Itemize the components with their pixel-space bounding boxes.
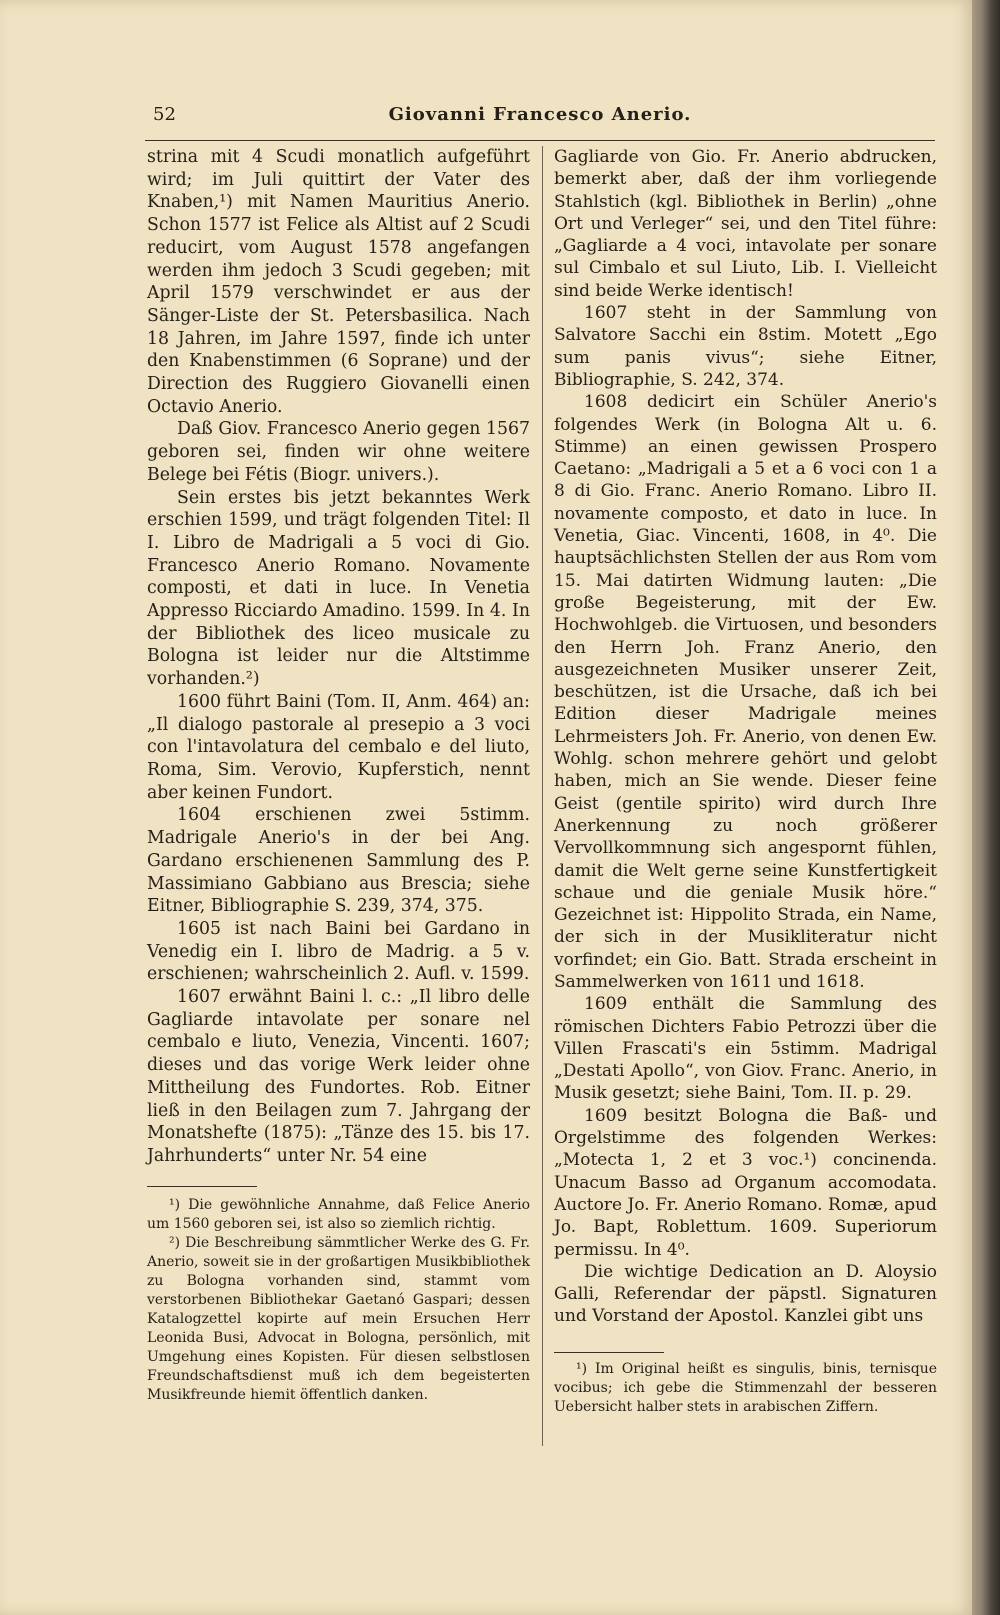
paragraph: 1605 ist nach Baini bei Gardano in Venedig ein I. libro de Madrig. a 5 v. erschienen; wahrscheinlich 2. Aufl. v. 1599. <box>147 918 530 985</box>
running-title: Giovanni Francesco Anerio. <box>388 104 692 125</box>
paragraph: 1609 enthält die Sammlung des römischen Dichters Fabio Petrozzi über die Villen Frascati's ein 5stimm. Madrigal „Destati Apollo“, von Giov. Franc. Anerio, in Musik gesetzt; siehe Baini, Tom. II. p. 29. <box>554 994 937 1104</box>
paragraph: Daß Giov. Francesco Anerio gegen 1567 geboren sei, finden wir ohne weitere Belege bei Fétis (Biogr. univers.). <box>147 419 530 485</box>
header-divider <box>145 140 935 141</box>
left-column <box>147 146 530 1168</box>
book-edge <box>972 0 1000 1615</box>
paragraph: 1609 besitzt Bologna die Baß- und Orgelstimme des folgenden Werkes: „Motecta 1, 2 et 3 voc.¹) concinenda. Unacum Basso ad Organum accomodata. Auctore Jo. Fr. Anerio Romano. Romæ, apud Jo. Bapt, Roblettum. 1609. Superiorum permissu. In 4⁰. <box>554 1105 937 1260</box>
footnote-divider <box>554 1352 664 1353</box>
right-column <box>554 146 937 1328</box>
paragraph: strina mit 4 Scudi monatlich aufgeführt wird; im Juli quittirt der Vater des Knaben,¹) mit Namen Mauritius Anerio. Schon 1577 ist Felice als Altist auf 2 Scudi reducirt, vom August 1578 angefangen werden ihm jedoch 3 Scudi gegeben; mit April 1579 verschwindet er aus der Sänger-Liste der St. Petersbasilica. Nach 18 Jahren, im Jahre 1597, finde ich unter den Knabenstimmen (6 Soprane) und der Direction des Ruggiero Giovanelli einen Octavio Anerio. <box>147 147 530 417</box>
footnote-divider <box>147 1186 257 1187</box>
page-number: 52 <box>153 104 176 125</box>
footnote: ¹) Im Original heißt es singulis, binis, ternisque vocibus; ich gebe die Stimmenzahl der besseren Uebersicht halber stets in arabischen Ziffern. <box>554 1361 937 1415</box>
paragraph: 1600 führt Baini (Tom. II, Anm. 464) an: „Il dialogo pastorale al presepio a 3 voci con l'intavolatura del cembalo e del liuto, Roma, Sim. Verovio, Kupferstich, nennt aber keinen Fundort. <box>147 691 530 803</box>
paragraph: Gagliarde von Gio. Fr. Anerio abdrucken, bemerkt aber, daß der ihm vorliegende Stahlstich (kgl. Bibliothek in Berlin) „ohne Ort und Verleger“ sei, und den Titel führe: „Gagliarde a 4 voci, intavolate per sonare sul Cimbalo et sul Liuto, Lib. I. Vielleicht sind beide Werke identisch! <box>554 147 937 301</box>
page-header <box>145 98 935 138</box>
right-footnotes <box>554 1360 937 1417</box>
paragraph: 1607 erwähnt Baini l. c.: „Il libro delle Gagliarde intavolate per sonare nel cembalo e liuto, Venezia, Vincenti. 1607; dieses und das vorige Werk leider ohne Mittheilung des Fundortes. Rob. Eitner ließ in den Beilagen zum 7. Jahrgang der Monatshefte (1875): „Tänze des 15. bis 17. Jahrhunderts“ unter Nr. 54 eine <box>147 987 530 1166</box>
paragraph: Sein erstes bis jetzt bekanntes Werk erschien 1599, und trägt folgenden Titel: Il I. Libro de Madrigali a 5 voci di Gio. Francesco Anerio Romano. Novamente composti, et dati in luce. In Venetia Appresso Ricciardo Amadino. 1599. In 4. In der Bibliothek des liceo musicale zu Bologna ist leider nur die Altstimme vorhanden.²) <box>147 487 530 690</box>
footnote: ¹) Die gewöhnliche Annahme, daß Felice Anerio um 1560 geboren sei, ist also so ziemlich richtig. <box>147 1197 530 1232</box>
paragraph: 1607 steht in der Sammlung von Salvatore Sacchi ein 8stim. Motett „Ego sum panis vivus“; siehe Eitner, Bibliographie, S. 242, 374. <box>554 303 937 390</box>
column-divider <box>542 146 543 1446</box>
footnote: ²) Die Beschreibung sämmtlicher Werke des G. Fr. Anerio, soweit sie in der großartigen Musikbibliothek zu Bologna vorhanden sind, stammt vom verstorbenen Bibliothekar Gaetanó Gaspari; dessen Katalogzettel kopirte auf mein Ersuchen Herr Leonida Busi, Advocat in Bologna, persönlich, mit Umgehung eines Kopisten. Für diesen selbstlosen Freundschaftsdienst muß ich dem begeisterten Musikfreunde hiemit öffentlich danken. <box>147 1235 530 1403</box>
paragraph: 1608 dedicirt ein Schüler Anerio's folgendes Werk (in Bologna Alt u. 6. Stimme) an einen gewissen Prospero Caetano: „Madrigali a 5 et a 6 voci con 1 a 8 di Gio. Franc. Anerio Romano. Libro II. novamente composto, et dato in luce. In Venetia, Giac. Vincenti, 1608, in 4⁰. Die hauptsächlichsten Stellen der aus Rom vom 15. Mai datirten Widmung lauten: „Die große Begeisterung, mit der Ew. Hochwohlgeb. die Virtuosen, und besonders den Herrn Joh. Franz Anerio, den ausgezeichneten Musiker unserer Zeit, beschützen, ist die Ursache, daß ich bei Edition dieser Madrigale meines Lehrmeisters Joh. Fr. Anerio, von denen Ew. Wohlg. schon mehrere gehört und gelobt haben, mich an Sie wende. Dieser feine Geist (gentile spirito) wird durch Ihre Anerkennung zu noch größerer Vervollkommnung sich angespornt fühlen, damit die Welt gerne seine Kunstfertigkeit schaue und die geniale Musik höre.“ Gezeichnet ist: Hippolito Strada, ein Name, der sich in der Musikliteratur nicht vorfindet; ein Gio. Batt. Strada erscheint in Sammelwerken von 1611 und 1618. <box>554 392 937 992</box>
paragraph: Die wichtige Dedication an D. Aloysio Galli, Referendar der päpstl. Signaturen und Vorstand der Apostol. Kanzlei gibt uns <box>554 1261 937 1327</box>
paragraph: 1604 erschienen zwei 5stimm. Madrigale Anerio's in der bei Ang. Gardano erschienenen Sammlung des P. Massimiano Gabbiano aus Brescia; siehe Eitner, Bibliographie S. 239, 374, 375. <box>147 805 530 917</box>
left-footnotes <box>147 1196 530 1405</box>
